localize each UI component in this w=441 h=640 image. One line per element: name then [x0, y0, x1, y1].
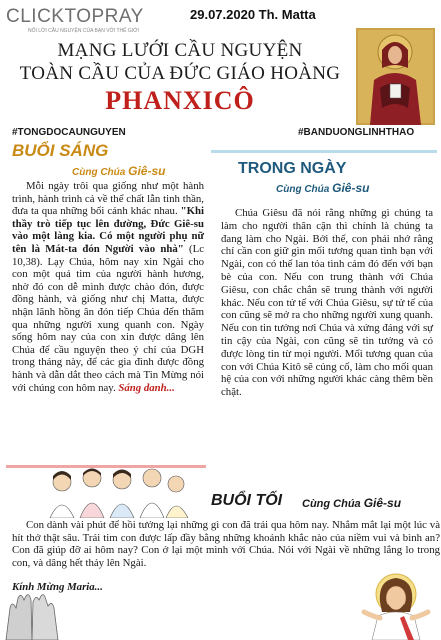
morning-closing: Sáng danh... — [118, 381, 175, 394]
praying-people-icon — [40, 466, 190, 518]
title-line-2: TOÀN CẦU CỦA ĐỨC GIÁO HOÀNG — [19, 63, 341, 84]
morning-subtitle — [72, 164, 165, 178]
day-body — [221, 207, 433, 399]
date-label: 29.07.2020 Th. Matta — [190, 7, 316, 22]
hashtag-left: #TONGDOCAUNGUYEN — [12, 127, 126, 138]
morning-subtitle-prefix: Cùng Chúa — [72, 167, 129, 178]
morning-reference: (Lc 10,38). Lạy Chúa, hôm nay xin Ngài cho con một quả tim của người hành hương, nhờ đó con dễ mình được chào đón, được đồng hành, và giống như chị Matta, được nhận lãnh hồng ân đón tiếp Chúa đến thăm qua những người xung quanh con. Ngày sống hôm nay của con xin được dâng lên Chúa để cầu nguyện theo ý chỉ của DGH trong tháng này, để các gia đình được đồng hành và dẫn dắt theo cách mà Tin Mừng nói với chúng con hôm nay. — [12, 242, 205, 394]
praying-hands-icon — [2, 590, 62, 640]
evening-title: BUỔI TỐI — [211, 492, 283, 509]
evening-paragraph: Con dành vài phút để hồi tưởng lại những gì con đã trải qua hôm nay. Nhắm mắt lại một lúc và hít thở thật sâu. Trái tim con được lấp đầy bằng những khoảnh khắc nào của niềm vui và bình an? Con đã giúp đỡ ai hôm nay? Con ở lại một mình với Chúa. Nói với Ngài về những lắng lo trong con, và dâng hết thảy lên Ngài. — [12, 519, 440, 569]
morning-title: BUỔI SÁNG — [12, 141, 109, 160]
saint-martha-icon — [356, 28, 435, 125]
evening-closing: Kính Mừng Maria... — [12, 581, 103, 593]
morning-paragraph: Mỗi ngày trôi qua giống như một hành trình, hành trình cả về thể chất lẫn tinh thần, đưa ta qua những bối cảnh khác nhau. — [12, 180, 204, 218]
title-line-1: MẠNG LƯỚI CẦU NGUYỆN — [57, 40, 303, 61]
evening-subtitle-name: Giê-su — [363, 496, 402, 510]
logo: CLICKTOPRAY — [6, 6, 144, 27]
evening-body — [12, 519, 440, 569]
morning-subtitle-name: Giê-su — [128, 164, 166, 178]
day-title: TRONG NGÀY — [238, 160, 347, 177]
jesus-icon — [352, 572, 440, 640]
evening-subtitle-prefix: Cùng Chúa — [302, 498, 364, 510]
day-subtitle-name: Giê-su — [332, 181, 370, 195]
hashtag-right: #BANDUONGLINHTHAO — [298, 127, 415, 138]
day-subtitle-prefix: Cùng Chúa — [276, 184, 333, 195]
morning-quote: "Khi thầy trò tiếp tục lên đường, Đức Giê-su vào một làng kia. Có một người phụ nữ tên là Mát-ta đón Người vào nhà" — [12, 205, 204, 255]
day-paragraph: Chúa Giêsu đã nói rằng những gì chúng ta làm cho người thân cận thì chính là chúng ta đang làm cho Ngài. Bởi thế, con phải nhớ rằng chỉ cần con giữ gìn mối tương quan tình bạn với Ngài, con có thể lan tỏa tình cảm đó đến với bạn bè của con. Nếu con trung thành với Chúa Giêsu, con chắc chắn sẽ trung thành với người khác. Nếu con tử tế với Chúa Giêsu, sự tử tế của con cũng sẽ mở ra cho những người xung quanh. Nếu con tin tưởng nơi Chúa và xứng đáng với sự tin cậy của Ngài, con cũng sẽ tin tưởng và có được lòng tin từ mọi người. Mối tương quan của con với Chúa Kitô sẽ củng cố, làm cho mối quan hệ của con với những người khác càng thêm bền chặt. — [221, 207, 433, 399]
evening-subtitle — [302, 496, 401, 510]
logo-tagline: NỐI LỜI CẦU NGUYỆN CỦA BẠN VỚI THẾ GIỚI — [28, 28, 139, 34]
title-line-3: PHANXICÔ — [105, 86, 255, 115]
morning-body — [12, 180, 204, 394]
day-subtitle — [276, 181, 369, 195]
